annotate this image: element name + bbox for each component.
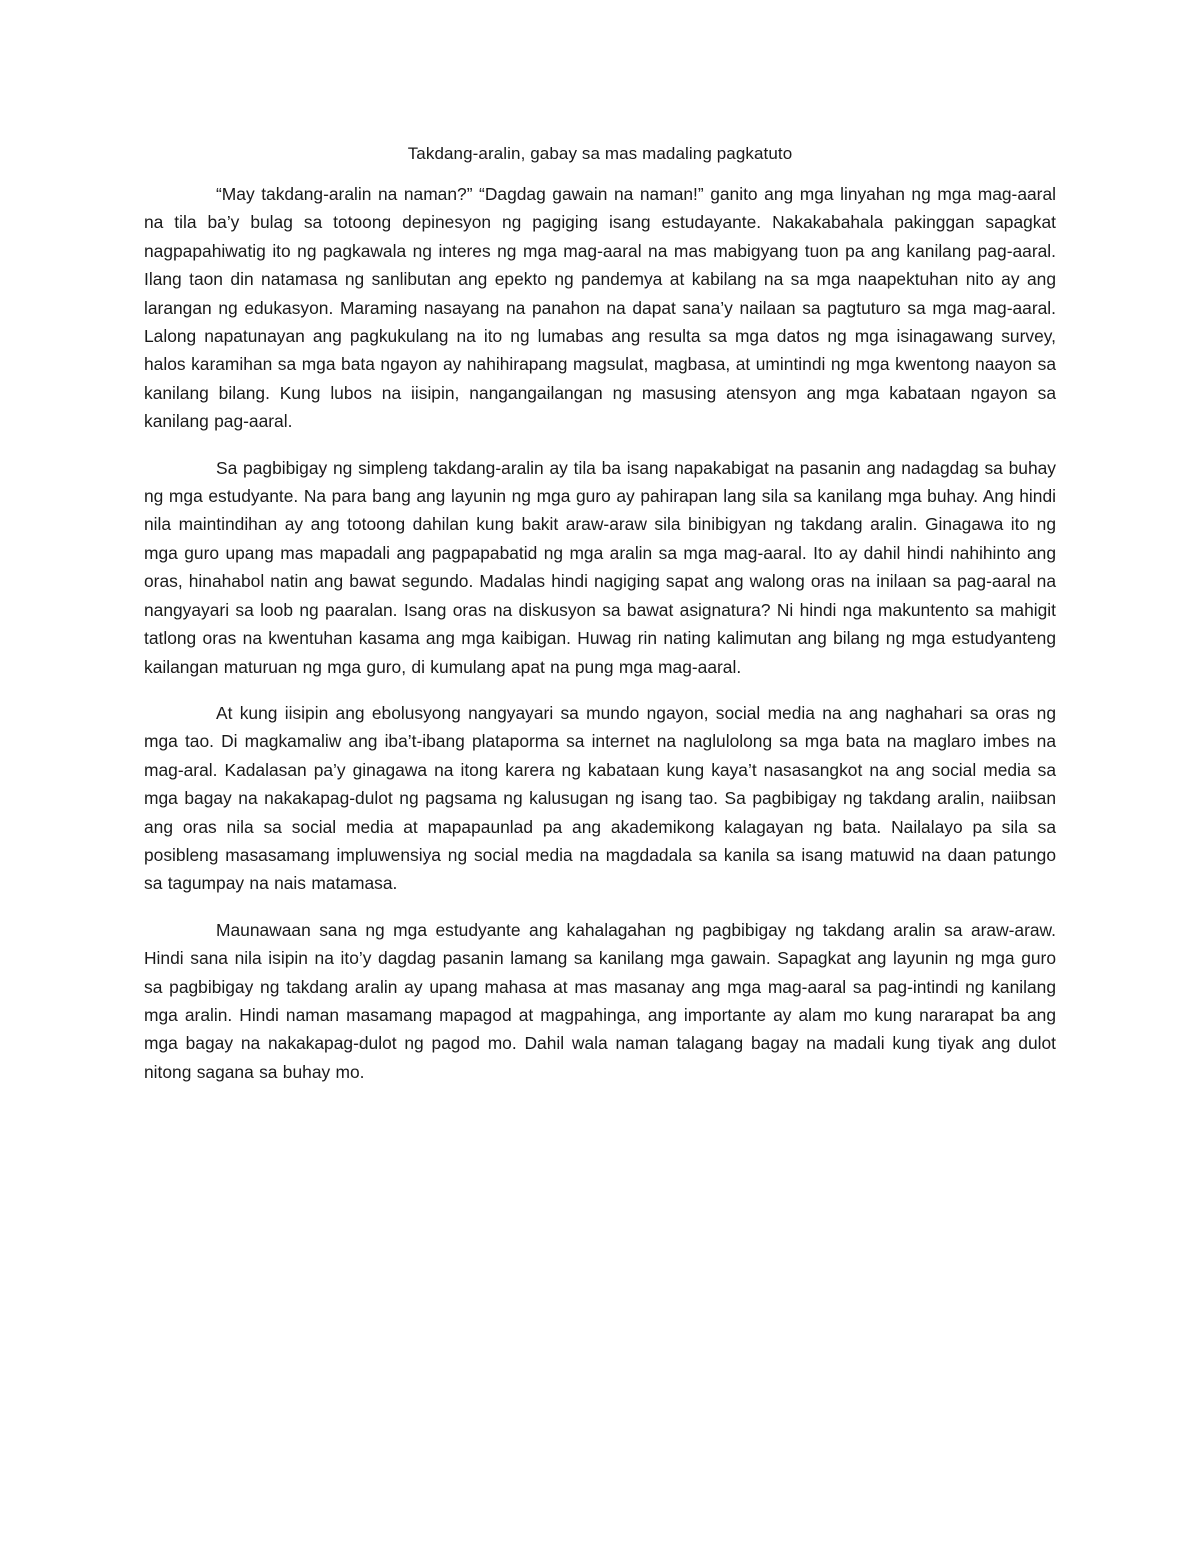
paragraph-2: Sa pagbibigay ng simpleng takdang-aralin ay tila ba isang napakabigat na pasanin ang nadagdag sa buhay ng mga estudyante. Na para bang ang layunin ng mga guro ay pahirapan lang sila sa kanilang mga buhay. Ang hindi nila maintindihan ay ang totoong dahilan kung bakit araw-araw sila binibigyan ng takdang aralin. Ginagawa ito ng mga guro upang mas mapadali ang pagpapabatid ng mga aralin sa mga mag-aaral. Ito ay dahil hindi nahihinto ang oras, hinahabol natin ang bawat segundo. Madalas hindi nagiging sapat ang walong oras na inilaan sa pag-aaral na nangyayari sa loob ng paaralan. Isang oras na diskusyon sa bawat asignatura? Ni hindi nga makuntento sa mahigit tatlong oras na kwentuhan kasama ang mga kaibigan. Huwag rin nating kalimutan ang bilang ng mga estudyanteng kailangan maturuan ng mga guro, di kumulang apat na pung mga mag-aaral. <box>144 457 1056 677</box>
document-body <box>144 140 1056 1104</box>
paragraph-1: “May takdang-aralin na naman?” “Dagdag gawain na naman!” ganito ang mga linyahan ng mga mag-aaral na tila ba’y bulag sa totoong depinesyon ng pagiging isang estudayante. Nakakabahala pakinggan sapagkat nagpapahiwatig ito ng pagkawala ng interes ng mga mag-aaral na mas mabigyang tuon pa ang kanilang pag-aaral. Ilang taon din natamasa ng sanlibutan ang epekto ng pandemya at kabilang na sa mga naapektuhan nito ay ang larangan ng edukasyon. Maraming nasayang na panahon na dapat sana’y nailaan sa pagtuturo sa mga mag-aaral. Lalong napatunayan ang pagkukulang na ito ng lumabas ang resulta sa mga datos ng mga isinagawang survey, halos karamihan sa mga bata ngayon ay nahihirapang magsulat, magbasa, at umintindi ng mga kwentong naayon sa kanilang bilang. Kung lubos na iisipin, nangangailangan ng masusing atensyon ang mga kabataan ngayon sa kanilang pag-aaral. <box>144 184 1056 432</box>
paragraph-3: At kung iisipin ang ebolusyong nangyayari sa mundo ngayon, social media na ang naghahari sa oras ng mga tao. Di magkamaliw ang iba’t-ibang plataporma sa internet na naglulolong sa mga bata na maglaro imbes na mag-aral. Kadalasan pa’y ginagawa na itong karera ng kabataan kung kaya’t nasasangkot na ang social media sa mga bagay na nakakapag-dulot ng pagsama ng kalusugan ng isang tao. Sa pagbibigay ng takdang aralin, naiibsan ang oras nila sa social media at mapapaunlad pa ang akademikong kalagayan ng bata. Nailalayo pa sila sa posibleng masasamang impluwensiya ng social media na magdadala sa kanila sa isang matuwid na daan patungo sa tagumpay na nais matamasa. <box>144 702 1056 894</box>
paragraph-4: Maunawaan sana ng mga estudyante ang kahalagahan ng pagbibigay ng takdang aralin sa araw-araw. Hindi sana nila isipin na ito’y dagdag pasanin lamang sa kanilang mga gawain. Sapagkat ang layunin ng mga guro sa pagbibigay ng takdang aralin ay upang mahasa at mas masanay ang mga mag-aaral sa pag-intindi ng kanilang mga aralin. Hindi naman masamang mapagod at magpahinga, ang importante ay alam mo kung nararapat ba ang mga bagay na nakakapag-dulot ng pagod mo. Dahil wala naman talagang bagay na madali kung tiyak ang dulot nitong sagana sa buhay mo. <box>144 919 1056 1082</box>
document-title: Takdang-aralin, gabay sa mas madaling pagkatuto <box>407 144 793 163</box>
